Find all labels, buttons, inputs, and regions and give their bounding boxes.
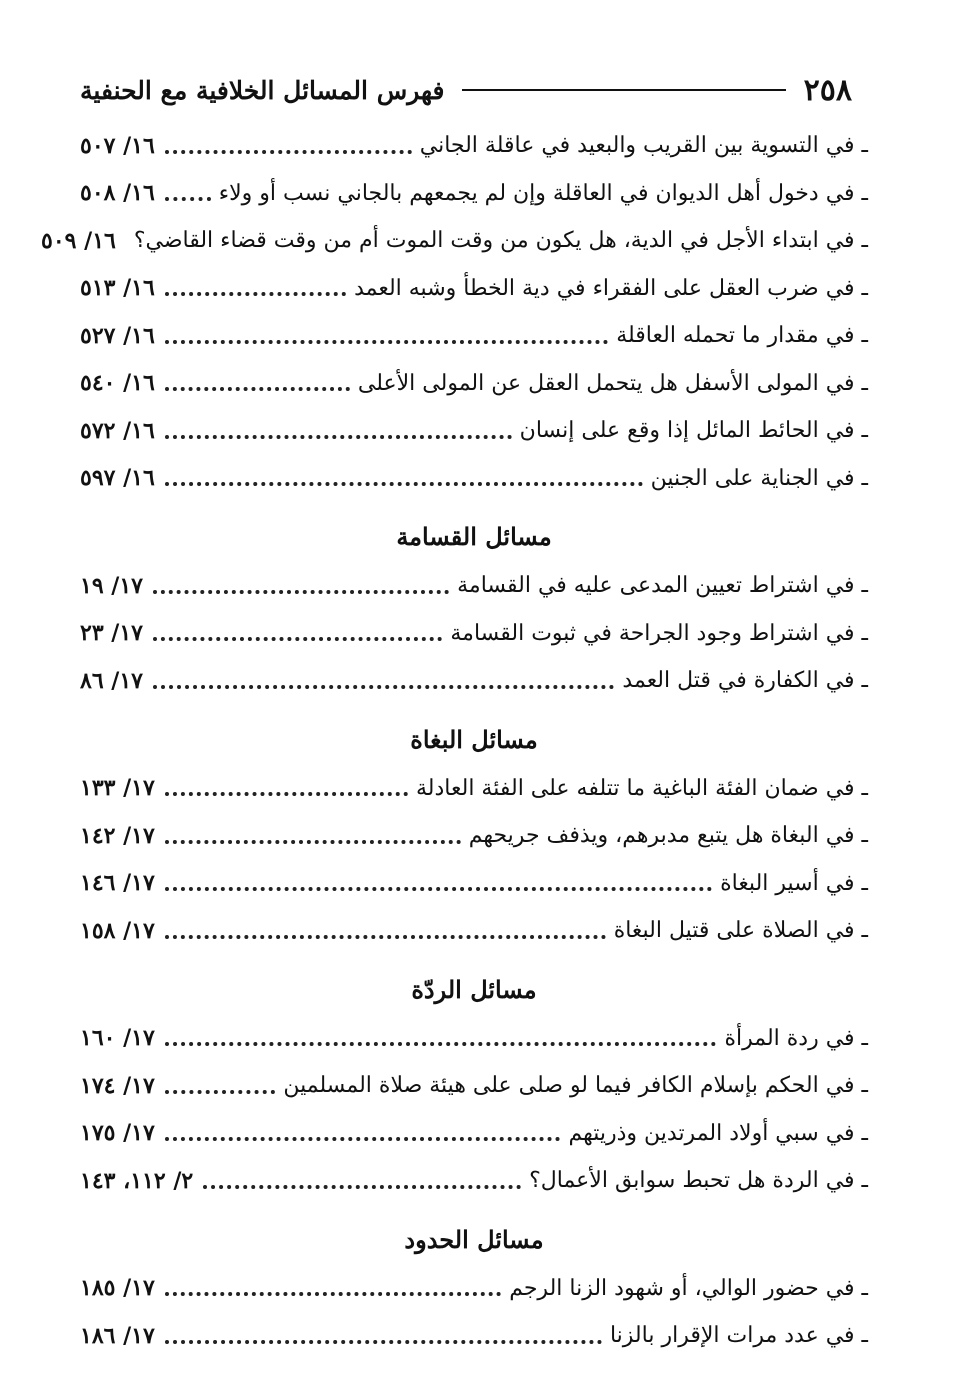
entry-text: ـ في المولى الأسفل هل يتحمل العقل عن المولى الأعلى [357,370,868,396]
index-group [80,502,868,705]
entry-text: ـ في عدد مرات الإقرار بالزنا [609,1323,868,1349]
entry-reference: ١٧/ ١٧٥ [80,1120,155,1147]
entry-text: ـ في ضمان الفئة الباغية ما تتلفه على الفئة العادلة [416,775,868,801]
dot-leader [165,887,712,891]
entry-text: ـ في دخول أهل الديوان في العاقلة وإن لم يجمعهم بالجاني نسب أو ولاء [218,180,868,206]
entry-text: ـ في الكفارة في قتل العمد [622,668,868,694]
entry-text: ـ في أسير البغاة [720,870,868,896]
index-entry [80,562,868,610]
index-entry [80,1110,868,1158]
dot-leader [153,637,442,641]
entry-text: ـ في سبي أولاد المرتدين وذريتهم [568,1120,868,1146]
dot-leader [153,685,614,689]
dot-leader [165,292,346,296]
entry-reference: ١٧/ ١٧٤ [80,1072,155,1099]
entry-reference: ١٧/ ٨٦ [80,667,143,694]
entry-reference: ١٧/ ١٤٢ [80,822,155,849]
entry-reference: ١٧/ ١٨٦ [80,1322,155,1349]
dot-leader [165,840,461,844]
dot-leader [165,1292,501,1296]
index-entry [80,812,868,860]
dot-leader [165,935,606,939]
entry-reference: ١٦/ ٥٤٠ [80,370,155,397]
dot-leader [165,1090,276,1094]
page-header [80,70,852,110]
dot-leader [165,387,350,391]
entry-reference: ١٧/ ١٥٨ [80,917,155,944]
dot-leader [203,1185,521,1189]
entry-text: ـ في اشتراط تعيين المدعى عليه في القسامة [457,573,868,599]
entry-reference: ١٦/ ٥٠٨ [80,180,155,207]
section-title: مسائل الحدود [404,1224,544,1254]
index-list [41,122,868,1360]
section-title: مسائل القسامة [396,522,552,551]
entry-text: ـ في التسوية بين القريب والبعيد في عاقلة الجاني [419,133,868,159]
index-entry [80,122,868,170]
entry-text: ـ في الحائط المائل إذا وقع على إنسان [519,418,868,444]
entry-reference: ١٧/ ١٩ [80,572,143,599]
section-title: مسائل الردّة [411,974,537,1004]
entry-reference: ١٦/ ٥٠٧ [80,132,155,159]
dot-leader [165,340,608,344]
dot-leader [165,435,512,439]
dot-leader [165,1340,602,1344]
index-group [80,1205,868,1360]
dot-leader [165,150,412,154]
entry-reference: ١٧/ ١٣٣ [80,775,155,802]
entry-text: ـ في حضور الوالي، أو شهود الزنا الرجم [509,1275,868,1301]
index-entry [80,765,868,813]
index-entry [80,1157,868,1205]
entry-text: ـ في اشتراط وجود الجراحة في ثبوت القسامة [450,620,868,646]
entry-reference: ١٦/ ٥٠٩ [41,227,116,254]
index-entry [80,360,868,408]
index-entry [80,170,868,218]
dot-leader [153,590,449,594]
dot-leader [165,1042,717,1046]
entry-text: ـ في الصلاة على قتيل البغاة [613,918,868,944]
entry-reference: ١٦/ ٥٧٢ [80,417,155,444]
index-entry [80,860,868,908]
entry-text: ـ في ردة المرأة [724,1025,868,1051]
index-entry [80,657,868,705]
entry-text: ـ في الردة هل تحبط سوابق الأعمال؟ [529,1168,868,1194]
entry-reference: ١٦/ ٥٢٧ [80,322,155,349]
entry-reference: ١٦/ ٥٩٧ [80,465,155,492]
header-rule [462,89,785,91]
entry-reference: ١٧/ ٢٣ [80,620,143,647]
dot-leader [165,482,643,486]
entry-text: ـ في ابتداء الأجل في الدية، هل يكون من وقت الموت أم من وقت قضاء القاضي؟ [133,228,868,254]
entry-reference: ١٧/ ١٦٠ [80,1025,155,1052]
running-title: فهرس المسائل الخلافية مع الحنفية [80,75,445,105]
entry-reference: ٢/ ١١٢، ١٤٣ [80,1167,194,1194]
index-group [41,122,868,502]
entry-text: ـ في مقدار ما تحمله العاقلة [616,323,868,349]
index-entry [80,455,868,503]
dot-leader [165,792,408,796]
index-entry [80,1312,868,1360]
entry-text: ـ في البغاة هل يتبع مدبرهم، ويذفف جريحهم [468,823,868,849]
index-entry [80,407,868,455]
entry-reference: ١٧/ ١٤٦ [80,870,155,897]
index-entry [80,610,868,658]
section-title: مسائل البغاة [410,724,538,754]
entry-reference: ١٦/ ٥١٣ [80,275,155,302]
index-entry [80,1015,868,1063]
page-number: ٢٥٨ [803,72,852,108]
dot-leader [165,1137,561,1141]
index-entry [80,312,868,360]
index-entry [80,1265,868,1313]
entry-text: ـ في ضرب العقل على الفقراء في دية الخطأ وشبه العمد [354,275,868,301]
index-entry [80,907,868,955]
entry-reference: ١٧/ ١٨٥ [80,1275,155,1302]
index-entry [41,217,868,265]
index-entry [80,1062,868,1110]
index-entry [80,265,868,313]
index-group [80,955,868,1205]
dot-leader [165,197,211,201]
entry-text: ـ في الجناية على الجنين [650,465,868,491]
entry-text: ـ في الحكم بإسلام الكافر فيما لو صلى على هيئة صلاة المسلمين [283,1073,868,1099]
index-group [80,705,868,955]
